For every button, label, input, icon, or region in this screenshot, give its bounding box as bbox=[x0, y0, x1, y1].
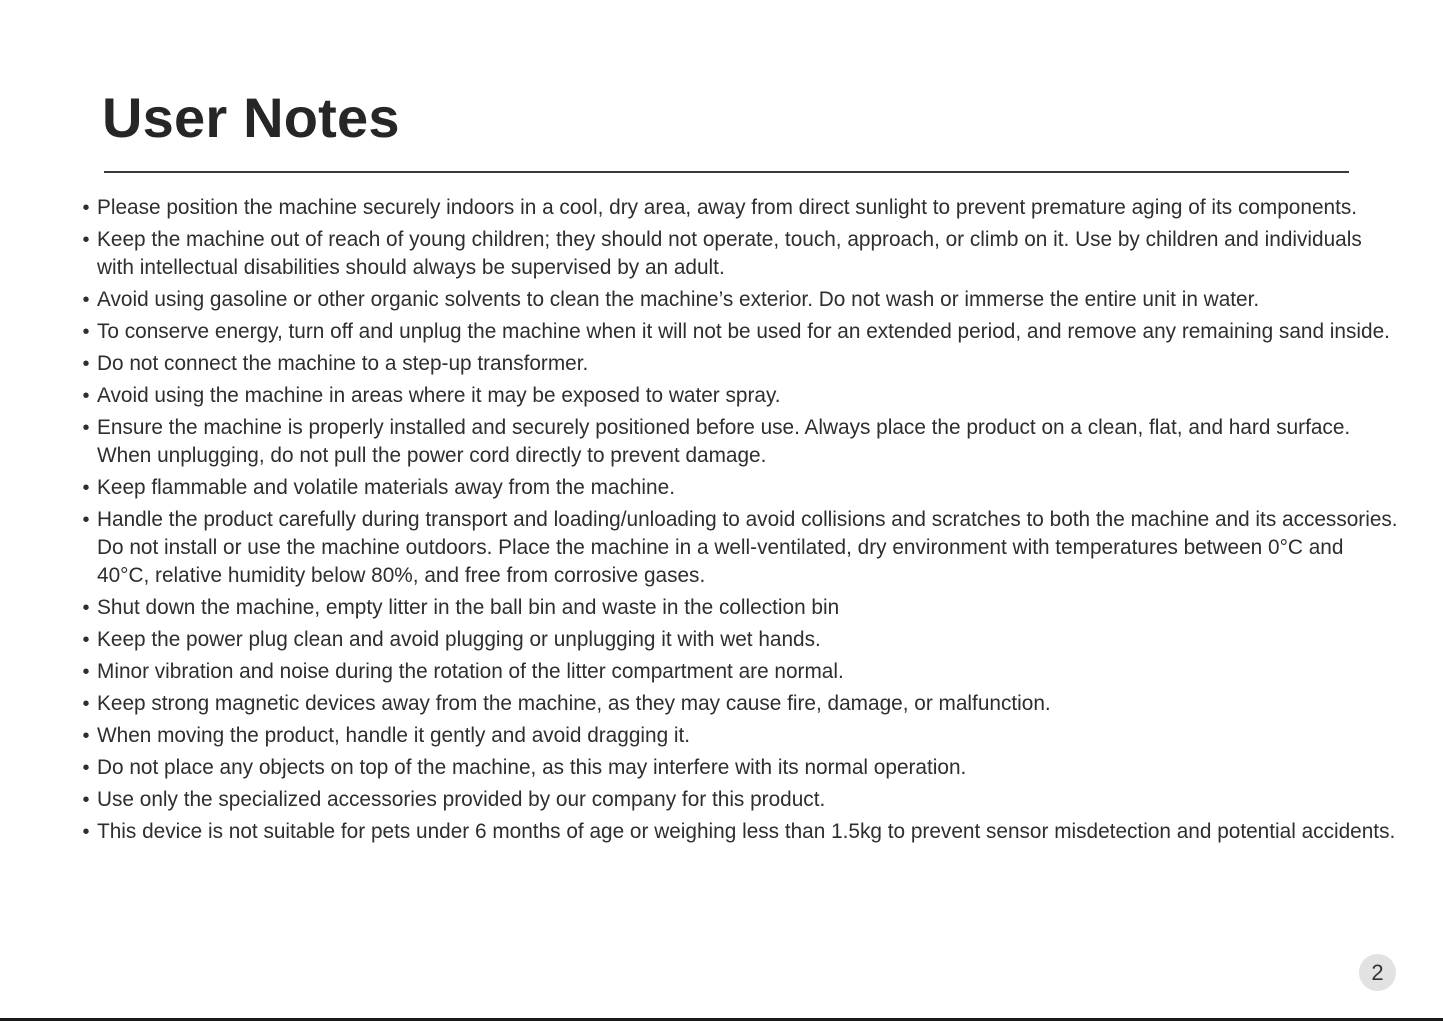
note-text: Avoid using the machine in areas where it may be exposed to water spray. bbox=[97, 384, 781, 407]
note-item bbox=[0, 658, 1400, 686]
bullet-icon: • bbox=[82, 229, 90, 251]
bullet-icon: • bbox=[82, 789, 90, 811]
bullet-icon: • bbox=[82, 509, 90, 531]
bullet-icon: • bbox=[82, 757, 90, 779]
note-text: Handle the product carefully during transport and loading/unloading to avoid collisions and scratches to both the machine and its accessories. Do not install or use the machine outdoors. Place the machine in a well-ventilated, dry environment with temperatures between 0°C and 40°C, relative humidity below 80%, and free from corrosive gases. bbox=[97, 508, 1398, 587]
note-text: When moving the product, handle it gently and avoid dragging it. bbox=[97, 724, 691, 747]
note-text: Please position the machine securely indoors in a cool, dry area, away from direct sunlight to prevent premature aging of its components. bbox=[97, 196, 1358, 219]
note-text: Shut down the machine, empty litter in the ball bin and waste in the collection bin bbox=[97, 596, 840, 619]
bullet-icon: • bbox=[82, 597, 90, 619]
note-text: Minor vibration and noise during the rotation of the litter compartment are normal. bbox=[97, 660, 844, 683]
note-text: Avoid using gasoline or other organic solvents to clean the machine’s exterior. Do not wash or immerse the entire unit in water. bbox=[97, 288, 1260, 311]
note-item bbox=[0, 786, 1400, 814]
bullet-icon: • bbox=[82, 289, 90, 311]
note-item bbox=[0, 626, 1400, 654]
note-item bbox=[0, 818, 1400, 846]
bullet-icon: • bbox=[82, 693, 90, 715]
note-text: Keep the power plug clean and avoid plugging or unplugging it with wet hands. bbox=[97, 628, 821, 651]
note-item bbox=[0, 382, 1400, 410]
title-divider bbox=[104, 171, 1349, 173]
note-item bbox=[0, 722, 1400, 750]
note-item bbox=[0, 194, 1400, 222]
note-item bbox=[0, 690, 1400, 718]
user-notes-list bbox=[0, 194, 1400, 850]
note-text: Ensure the machine is properly installed and securely positioned before use. Always place the product on a clean, flat, and hard surface. When unplugging, do not pull the power cord directly to prevent damage. bbox=[97, 416, 1351, 467]
bullet-icon: • bbox=[82, 477, 90, 499]
note-item bbox=[0, 506, 1400, 590]
bullet-icon: • bbox=[82, 385, 90, 407]
note-text: Keep strong magnetic devices away from the machine, as they may cause fire, damage, or malfunction. bbox=[97, 692, 1051, 715]
bullet-icon: • bbox=[82, 197, 90, 219]
bullet-icon: • bbox=[82, 629, 90, 651]
note-text: Use only the specialized accessories provided by our company for this product. bbox=[97, 788, 826, 811]
note-item bbox=[0, 474, 1400, 502]
bullet-icon: • bbox=[82, 353, 90, 375]
note-text: This device is not suitable for pets under 6 months of age or weighing less than 1.5kg to prevent sensor misdetection and potential accidents. bbox=[97, 820, 1396, 843]
bullet-icon: • bbox=[82, 661, 90, 683]
bullet-icon: • bbox=[82, 725, 90, 747]
note-item bbox=[0, 318, 1400, 346]
note-item bbox=[0, 286, 1400, 314]
page-title: User Notes bbox=[102, 86, 400, 149]
note-item bbox=[0, 754, 1400, 782]
bullet-icon: • bbox=[82, 821, 90, 843]
bullet-icon: • bbox=[82, 417, 90, 439]
note-text: Do not place any objects on top of the machine, as this may interfere with its normal operation. bbox=[97, 756, 967, 779]
note-text: Do not connect the machine to a step-up transformer. bbox=[97, 352, 589, 375]
note-item bbox=[0, 226, 1400, 282]
bullet-icon: • bbox=[82, 321, 90, 343]
note-item bbox=[0, 414, 1400, 470]
note-text: To conserve energy, turn off and unplug the machine when it will not be used for an extended period, and remove any remaining sand inside. bbox=[97, 320, 1390, 343]
note-text: Keep the machine out of reach of young children; they should not operate, touch, approach, or climb on it. Use by children and individuals with intellectual disabilities should always be supervised by an adult. bbox=[97, 228, 1362, 279]
page-number-badge: 2 bbox=[1359, 954, 1396, 991]
note-item bbox=[0, 594, 1400, 622]
note-text: Keep flammable and volatile materials away from the machine. bbox=[97, 476, 675, 499]
note-item bbox=[0, 350, 1400, 378]
